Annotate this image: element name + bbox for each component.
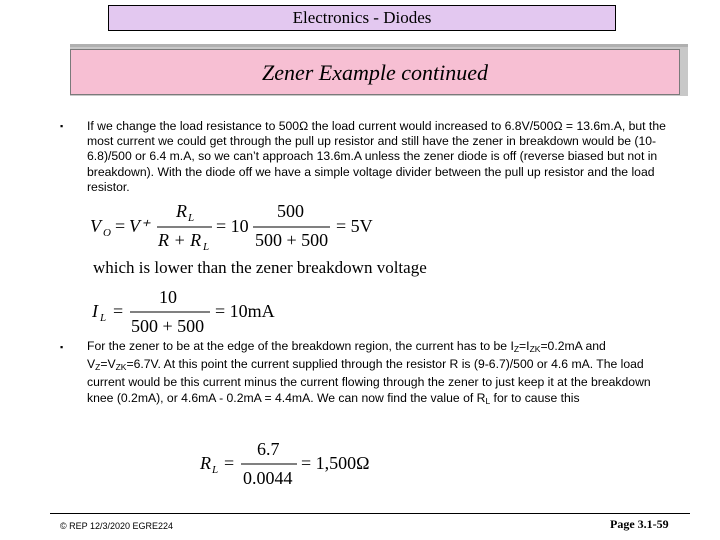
- eq3-frac-num: 6.7: [257, 439, 280, 459]
- sub-zk-1: ZK: [529, 344, 541, 354]
- eq2-result: = 10mA: [215, 301, 275, 321]
- eq1-frac1-den: R + R: [158, 230, 202, 250]
- eq1-frac2-den: 500 + 500: [255, 230, 329, 250]
- eq1-lhs-sub: O: [103, 227, 111, 239]
- bullet-2-part-3: =0.2mA and V: [87, 339, 606, 372]
- eq2-frac-num: 10: [159, 287, 177, 307]
- eq3-result: = 1,500Ω: [301, 453, 370, 473]
- eq3-frac-den: 0.0044: [243, 468, 293, 488]
- eq2-lhs-sub: L: [100, 312, 107, 324]
- sub-z-1: Z: [513, 344, 520, 354]
- eq1-frac1-num-sub: L: [188, 212, 195, 224]
- eq1-frac1-den-sub: L: [203, 241, 210, 253]
- eq2-lhs: I: [92, 301, 98, 321]
- eq1-times-ten: = 10: [216, 216, 249, 236]
- bullet-1-marker: ▪: [60, 121, 64, 131]
- bullet-2-part-2: =I: [519, 339, 530, 353]
- eq1-lhs: V: [90, 216, 101, 236]
- eq3-equals: =: [224, 453, 235, 473]
- eq1-frac2-num: 500: [277, 201, 304, 221]
- footer-copyright: © REP 12/3/2020 EGRE224: [60, 521, 174, 531]
- bullet-2-part-6: for to cause this: [490, 390, 580, 405]
- note-text: which is lower than the zener breakdown voltage: [93, 258, 427, 277]
- bullet-2-marker: ▪: [60, 342, 64, 352]
- course-title: Electronics - Diodes: [292, 8, 432, 27]
- footer-divider: [50, 513, 690, 514]
- sub-l: L: [485, 395, 491, 406]
- slide-title-text: Zener Example continued: [261, 60, 489, 85]
- eq1-frac1-num: R: [176, 201, 187, 221]
- bullet-2-part-4: =V: [100, 357, 116, 372]
- bullet-2-part-5: =6.7V. At this point the current supplied through the resistor R is (9-6.7)/500 or 4.6 mA. The load current would be this current minus the current flowing through the zener to just keep it at the breakdown knee (0.2mA), or 4.6mA - 0.2mA = 4.4mA. We can now find the value of R: [87, 357, 651, 405]
- bullet-2-part-1: For the zener to be at the edge of the breakdown region, the current has to be I: [87, 339, 514, 353]
- sub-zk-2: ZK: [115, 362, 127, 373]
- sub-z-2: Z: [95, 362, 101, 373]
- eq1-vplus: V⁺: [129, 216, 150, 236]
- eq2-frac-den: 500 + 500: [131, 316, 205, 336]
- eq1-equals: =: [115, 216, 126, 236]
- eq3-lhs-sub: L: [212, 464, 219, 476]
- bullet-1-text: If we change the load resistance to 500Ω the load current would increased to 6.8V/500Ω = 13.6m.A, but the most current we could get through the pull up resistor and still have the zener in breakdown would be (10-6.8)/500 or 6.4 m.A, so we can’t approach 13.6m.A unless the zener diode is off (reverse biased but not in breakdown). With the diode off we have a simple voltage divider between the pull up resistor and the load resistor.: [87, 119, 666, 194]
- eq1-result: = 5V: [336, 216, 373, 236]
- page-number: Page 3.1-59: [610, 517, 669, 531]
- eq3-lhs: R: [200, 453, 211, 473]
- eq2-equals: =: [113, 301, 124, 321]
